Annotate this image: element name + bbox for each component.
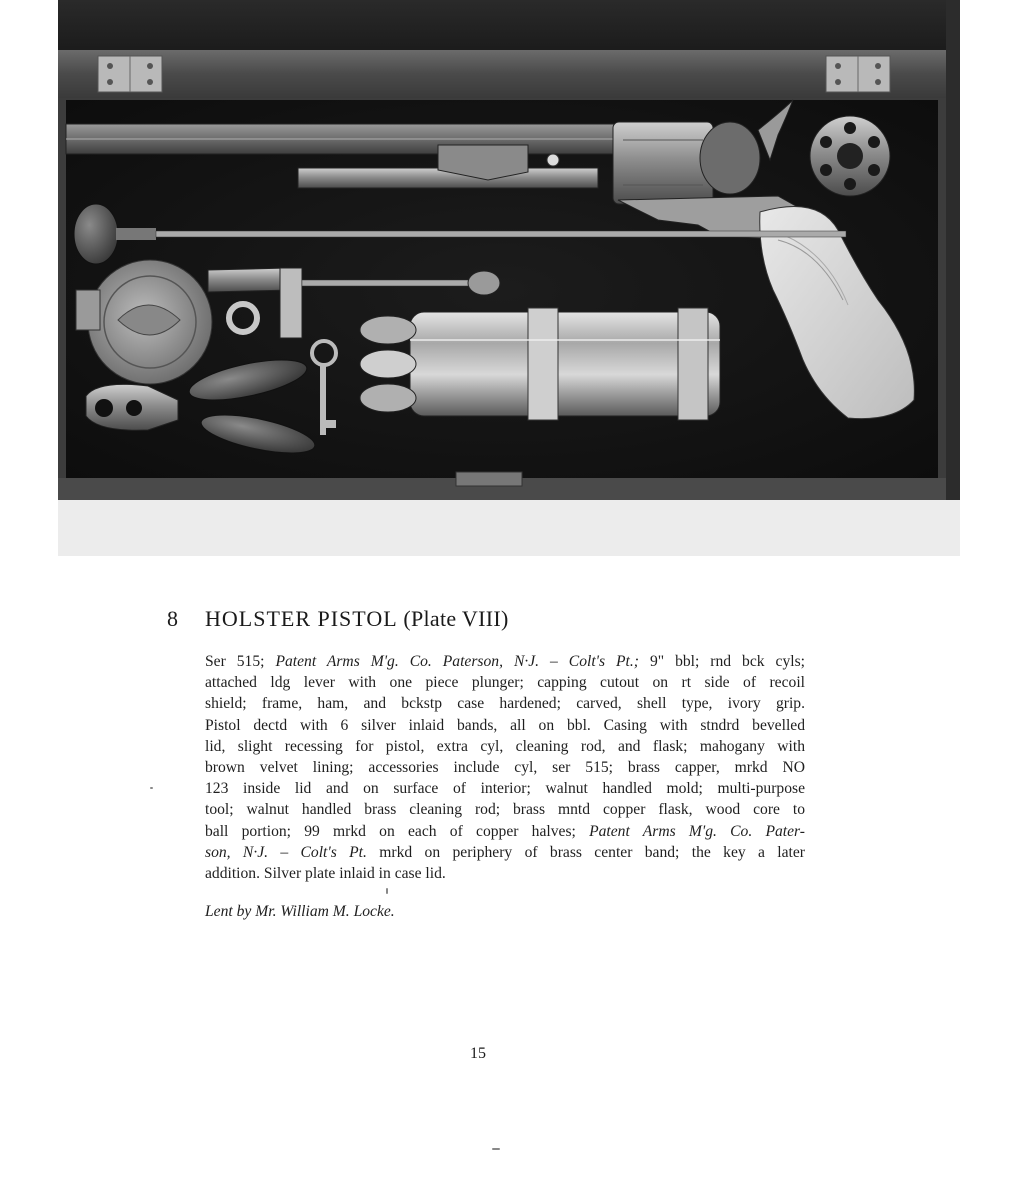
- description-italic-text: Patent Arms M'g. Co. Pater-: [589, 822, 805, 840]
- powder-flask: [360, 308, 720, 420]
- plate-photograph: [58, 0, 960, 556]
- description-line: lid, slight recessing for pistol, extra cyl, cleaning rod, and flask; mahogany with: [205, 737, 805, 755]
- entry-description: [205, 651, 805, 884]
- description-line: tool; walnut handled brass cleaning rod; brass mntd copper flask, wood core to: [205, 801, 805, 819]
- entry-title-text: HOLSTER PISTOL: [205, 606, 397, 631]
- description-text: Ser 515;: [205, 653, 276, 670]
- lender-credit: Lent by Mr. William M. Locke.: [205, 903, 395, 920]
- left-hinge: [98, 56, 162, 92]
- description-line: addition. Silver plate inlaid in case lid.: [205, 865, 446, 883]
- entry-title: [205, 606, 509, 632]
- description-line: [205, 821, 805, 842]
- description-text: ball portion; 99 mrkd on each of copper halves;: [205, 822, 590, 840]
- plate-reference: (Plate VIII): [403, 606, 509, 631]
- description-text: mrkd on periphery of brass center band; the key a later: [366, 843, 805, 861]
- entry-number: 8: [167, 606, 179, 631]
- description-italic-text: Patent Arms M'g. Co. Paterson, N·J. – Colt's Pt.;: [275, 653, 639, 670]
- case-latch: [456, 472, 522, 486]
- scan-speck: [492, 1148, 500, 1150]
- case-hinge-rail: [58, 50, 946, 98]
- page-number: 15: [470, 1045, 486, 1062]
- description-line: brown velvet lining; accessories include cyl, ser 515; brass capper, mrkd NO: [205, 759, 805, 777]
- description-line: [205, 842, 805, 863]
- description-italic-text: son, N·J. – Colt's Pt.: [205, 843, 367, 861]
- description-line: [205, 651, 805, 672]
- scan-speck: [150, 787, 153, 789]
- scan-speck: [386, 888, 388, 894]
- description-line: shield; frame, ham, and bckstp case hardened; carved, shell type, ivory grip.: [205, 695, 805, 713]
- description-line: Pistol dectd with 6 silver inlaid bands, all on bbl. Casing with stndrd bevelled: [205, 716, 805, 734]
- description-line: attached ldg lever with one piece plunger; capping cutout on rt side of recoil: [205, 674, 805, 692]
- description-text: 9" bbl; rnd bck cyls;: [638, 653, 805, 670]
- extra-cylinder: [810, 116, 890, 196]
- description-line: 123 inside lid and on surface of interior; walnut handled mold; multi-purpose: [205, 780, 805, 798]
- right-hinge: [826, 56, 890, 92]
